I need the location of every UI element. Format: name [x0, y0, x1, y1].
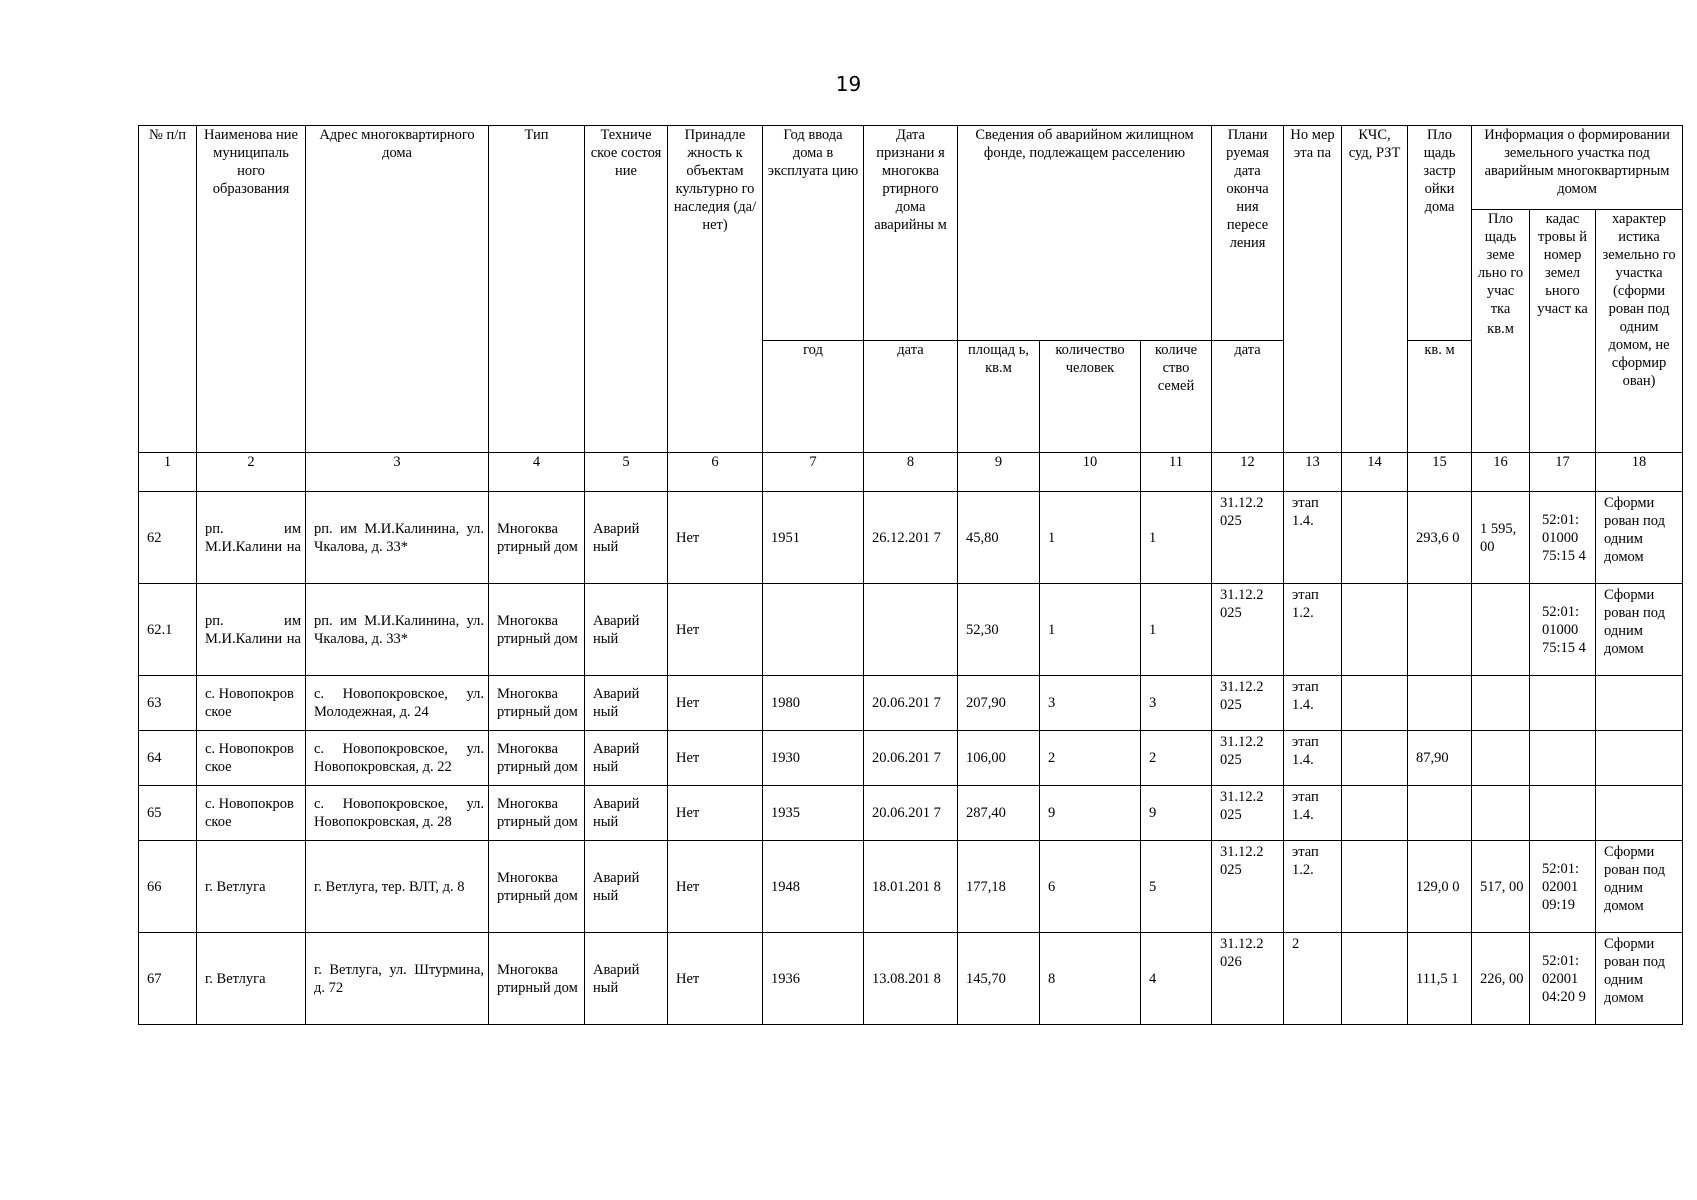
cell-municipality: рп. им М.И.Калини на — [197, 492, 306, 584]
cell-land-character — [1596, 676, 1683, 731]
cell-municipality: г. Ветлуга — [197, 841, 306, 933]
cell-area: 287,40 — [958, 786, 1040, 841]
header-address: Адрес многоквартирного дома — [306, 126, 489, 453]
cell-cadastre: 52:01: 02001 04:20 9 — [1530, 933, 1596, 1025]
cell-date: 18.01.201 8 — [864, 841, 958, 933]
cell-tech-state: Аварий ный — [585, 492, 668, 584]
column-number: 2 — [197, 453, 306, 492]
cell-tech-state: Аварий ный — [585, 933, 668, 1025]
cell-date: 26.12.201 7 — [864, 492, 958, 584]
cell-cadastre — [1530, 731, 1596, 786]
header-land-area-unit: кв.м — [1487, 321, 1514, 337]
cell-area: 207,90 — [958, 676, 1040, 731]
cell-year: 1951 — [763, 492, 864, 584]
column-number: 7 — [763, 453, 864, 492]
cell-type: Многоква ртирный дом — [489, 786, 585, 841]
cell-land-area: 1 595, 00 — [1472, 492, 1530, 584]
cell-address: рп. им М.И.Калинина, ул. Чкалова, д. 33* — [306, 492, 489, 584]
column-number: 13 — [1284, 453, 1342, 492]
cell-build-area — [1408, 676, 1472, 731]
cell-build-area: 129,0 0 — [1408, 841, 1472, 933]
header-land-area-label: Пло щадь земе льно го учас тка — [1477, 211, 1524, 317]
cell-area: 106,00 — [958, 731, 1040, 786]
cell-stage: этап 1.4. — [1284, 492, 1342, 584]
cell-families: 9 — [1141, 786, 1212, 841]
cell-plan-date: 31.12.2 025 — [1212, 786, 1284, 841]
column-number-row — [139, 453, 1683, 492]
column-number: 15 — [1408, 453, 1472, 492]
cell-families: 3 — [1141, 676, 1212, 731]
cell-tech-state: Аварий ный — [585, 786, 668, 841]
cell-type: Многоква ртирный дом — [489, 676, 585, 731]
cell-year — [763, 584, 864, 676]
header-type: Тип — [489, 126, 585, 453]
cell-people: 1 — [1040, 492, 1141, 584]
header-land-area — [1472, 210, 1530, 453]
cell-heritage: Нет — [668, 731, 763, 786]
column-number: 14 — [1342, 453, 1408, 492]
cell-land-character: Сформи рован под одним домом — [1596, 841, 1683, 933]
cell-families: 2 — [1141, 731, 1212, 786]
cell-families: 4 — [1141, 933, 1212, 1025]
header-heritage: Принадле жность к объектам культурно го наследия (да/нет) — [668, 126, 763, 453]
header-date-recognized: Дата признани я многоква ртирного дома аварийны м — [864, 126, 958, 341]
cell-land-area — [1472, 786, 1530, 841]
column-number: 9 — [958, 453, 1040, 492]
cell-heritage: Нет — [668, 676, 763, 731]
cell-families: 1 — [1141, 584, 1212, 676]
cell-address: рп. им М.И.Калинина, ул. Чкалова, д. 33* — [306, 584, 489, 676]
header-date-sub: дата — [864, 341, 958, 453]
cell-num: 65 — [139, 786, 197, 841]
cell-land-area — [1472, 584, 1530, 676]
cell-address: с. Новопокровское, ул. Новопокровская, д. 28 — [306, 786, 489, 841]
table-row — [139, 731, 1683, 786]
header-cadastre: кадас тровы й номер земел ьного участ ка — [1530, 210, 1596, 453]
cell-plan-date: 31.12.2 025 — [1212, 841, 1284, 933]
cell-heritage: Нет — [668, 933, 763, 1025]
cell-municipality: г. Ветлуга — [197, 933, 306, 1025]
header-emergency-info: Сведения об аварийном жилищном фонде, подлежащем расселению — [958, 126, 1212, 341]
cell-plan-date: 31.12.2 025 — [1212, 584, 1284, 676]
cell-land-character — [1596, 731, 1683, 786]
cell-land-character: Сформи рован под одним домом — [1596, 933, 1683, 1025]
column-number: 16 — [1472, 453, 1530, 492]
header-year-sub: год — [763, 341, 864, 453]
cell-date: 20.06.201 7 — [864, 676, 958, 731]
cell-people: 9 — [1040, 786, 1141, 841]
cell-date: 20.06.201 7 — [864, 731, 958, 786]
cell-date: 13.08.201 8 — [864, 933, 958, 1025]
cell-people: 8 — [1040, 933, 1141, 1025]
cell-year: 1930 — [763, 731, 864, 786]
cell-build-area: 111,5 1 — [1408, 933, 1472, 1025]
cell-heritage: Нет — [668, 492, 763, 584]
column-number: 12 — [1212, 453, 1284, 492]
header-plan-date-sub: дата — [1212, 341, 1284, 453]
header-year: Год ввода дома в эксплуата цию — [763, 126, 864, 341]
table-row — [139, 933, 1683, 1025]
cell-kchs — [1342, 731, 1408, 786]
header-families-sub: количе ство семей — [1141, 341, 1212, 453]
header-stage: Но мер эта па — [1284, 126, 1342, 453]
column-number: 5 — [585, 453, 668, 492]
cell-families: 5 — [1141, 841, 1212, 933]
cell-people: 3 — [1040, 676, 1141, 731]
cell-land-area: 226, 00 — [1472, 933, 1530, 1025]
header-people-sub: количество человек — [1040, 341, 1141, 453]
cell-families: 1 — [1141, 492, 1212, 584]
cell-stage: этап 1.4. — [1284, 676, 1342, 731]
table-row — [139, 841, 1683, 933]
cell-heritage: Нет — [668, 841, 763, 933]
cell-tech-state: Аварий ный — [585, 676, 668, 731]
column-number: 6 — [668, 453, 763, 492]
cell-land-area — [1472, 676, 1530, 731]
column-number: 11 — [1141, 453, 1212, 492]
cell-address: с. Новопокровское, ул. Новопокровская, д. 22 — [306, 731, 489, 786]
cell-plan-date: 31.12.2 026 — [1212, 933, 1284, 1025]
cell-year: 1980 — [763, 676, 864, 731]
cell-num: 66 — [139, 841, 197, 933]
cell-build-area: 87,90 — [1408, 731, 1472, 786]
header-build-area: Пло щадь застр ойки дома — [1408, 126, 1472, 341]
cell-heritage: Нет — [668, 584, 763, 676]
header-planned-date: Плани руемая дата оконча ния пересе ления — [1212, 126, 1284, 341]
cell-land-character: Сформи рован под одним домом — [1596, 492, 1683, 584]
cell-kchs — [1342, 492, 1408, 584]
cell-stage: этап 1.2. — [1284, 584, 1342, 676]
cell-year: 1935 — [763, 786, 864, 841]
cell-type: Многоква ртирный дом — [489, 584, 585, 676]
cell-people: 6 — [1040, 841, 1141, 933]
cell-tech-state: Аварий ный — [585, 731, 668, 786]
header-tech-state: Техниче ское состоя ние — [585, 126, 668, 453]
column-number: 10 — [1040, 453, 1141, 492]
cell-people: 1 — [1040, 584, 1141, 676]
cell-land-area — [1472, 731, 1530, 786]
table-row — [139, 786, 1683, 841]
cell-num: 62.1 — [139, 584, 197, 676]
column-number: 18 — [1596, 453, 1683, 492]
header-num: № п/п — [139, 126, 197, 453]
cell-type: Многоква ртирный дом — [489, 841, 585, 933]
column-number: 17 — [1530, 453, 1596, 492]
column-number: 8 — [864, 453, 958, 492]
header-land-info: Информация о формировании земельного участка под аварийным многоквартирным домом — [1472, 126, 1683, 210]
cell-tech-state: Аварий ный — [585, 841, 668, 933]
cell-municipality: с. Новопокров ское — [197, 731, 306, 786]
cell-stage: этап 1.2. — [1284, 841, 1342, 933]
cell-plan-date: 31.12.2 025 — [1212, 492, 1284, 584]
cell-municipality: с. Новопокров ское — [197, 676, 306, 731]
cell-people: 2 — [1040, 731, 1141, 786]
cell-num: 63 — [139, 676, 197, 731]
cell-build-area: 293,6 0 — [1408, 492, 1472, 584]
cell-kchs — [1342, 933, 1408, 1025]
cell-address: г. Ветлуга, тер. ВЛТ, д. 8 — [306, 841, 489, 933]
table-body — [139, 453, 1683, 1025]
column-number: 1 — [139, 453, 197, 492]
cell-plan-date: 31.12.2 025 — [1212, 731, 1284, 786]
cell-type: Многоква ртирный дом — [489, 492, 585, 584]
cell-land-character: Сформи рован под одним домом — [1596, 584, 1683, 676]
table-header — [139, 126, 1683, 453]
cell-year: 1936 — [763, 933, 864, 1025]
cell-cadastre: 52:01: 02001 09:19 — [1530, 841, 1596, 933]
cell-address: с. Новопокровское, ул. Молодежная, д. 24 — [306, 676, 489, 731]
cell-date — [864, 584, 958, 676]
cell-kchs — [1342, 786, 1408, 841]
cell-num: 62 — [139, 492, 197, 584]
header-kchs: КЧС, суд, РЗТ — [1342, 126, 1408, 453]
cell-cadastre — [1530, 786, 1596, 841]
cell-type: Многоква ртирный дом — [489, 933, 585, 1025]
header-municipality: Наименова ние муниципаль ного образования — [197, 126, 306, 453]
cell-kchs — [1342, 676, 1408, 731]
cell-plan-date: 31.12.2 025 — [1212, 676, 1284, 731]
cell-area: 45,80 — [958, 492, 1040, 584]
cell-kchs — [1342, 841, 1408, 933]
cell-land-area: 517, 00 — [1472, 841, 1530, 933]
cell-cadastre — [1530, 676, 1596, 731]
table-row — [139, 676, 1683, 731]
cell-type: Многоква ртирный дом — [489, 731, 585, 786]
emergency-housing-table — [138, 125, 1683, 1025]
cell-build-area — [1408, 584, 1472, 676]
cell-address: г. Ветлуга, ул. Штурмина, д. 72 — [306, 933, 489, 1025]
cell-heritage: Нет — [668, 786, 763, 841]
cell-land-character — [1596, 786, 1683, 841]
cell-cadastre: 52:01: 01000 75:15 4 — [1530, 584, 1596, 676]
cell-area: 52,30 — [958, 584, 1040, 676]
cell-tech-state: Аварий ный — [585, 584, 668, 676]
cell-build-area — [1408, 786, 1472, 841]
cell-date: 20.06.201 7 — [864, 786, 958, 841]
header-land-character: характер истика земельно го участка (сформи рован под одним домом, не сформир ован) — [1596, 210, 1683, 453]
cell-municipality: с. Новопокров ское — [197, 786, 306, 841]
header-build-area-unit: кв. м — [1408, 341, 1472, 453]
cell-stage: этап 1.4. — [1284, 786, 1342, 841]
header-area-sub: площад ь, кв.м — [958, 341, 1040, 453]
page-number: 19 — [835, 72, 862, 96]
cell-cadastre: 52:01: 01000 75:15 4 — [1530, 492, 1596, 584]
column-number: 3 — [306, 453, 489, 492]
cell-stage: этап 1.4. — [1284, 731, 1342, 786]
table-row — [139, 492, 1683, 584]
cell-num: 64 — [139, 731, 197, 786]
cell-area: 177,18 — [958, 841, 1040, 933]
cell-num: 67 — [139, 933, 197, 1025]
cell-kchs — [1342, 584, 1408, 676]
cell-municipality: рп. им М.И.Калини на — [197, 584, 306, 676]
table-row — [139, 584, 1683, 676]
cell-area: 145,70 — [958, 933, 1040, 1025]
cell-year: 1948 — [763, 841, 864, 933]
column-number: 4 — [489, 453, 585, 492]
cell-stage: 2 — [1284, 933, 1342, 1025]
